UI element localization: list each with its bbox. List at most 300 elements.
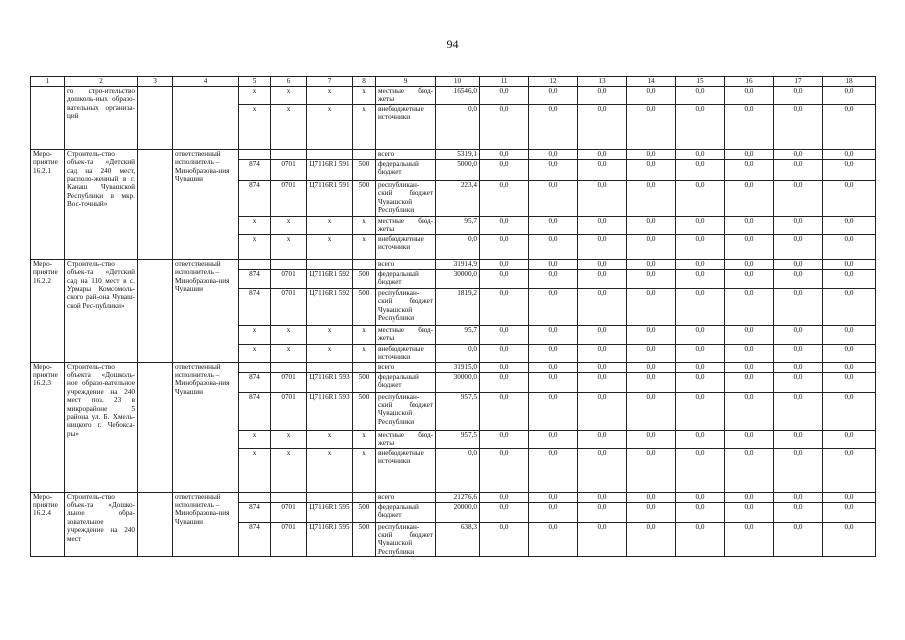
measure-name-cell: Строитель-ство объек-та «Детский сад на 110 мест в с. Урмары Комсомоль-ского рай-она Чуваш-ской Рес-публики» — [65, 259, 138, 362]
year-value-cell: 0,0 — [627, 522, 676, 557]
column-header: 8 — [353, 77, 376, 87]
year-value-cell: 0,0 — [823, 448, 876, 492]
amount-cell: 0,0 — [436, 234, 480, 259]
amount-cell: 0,0 — [436, 344, 480, 362]
code-cell-c5 — [239, 259, 271, 269]
funding-source-cell: местные бюд-жеты — [376, 325, 436, 344]
amount-cell: 95,7 — [436, 325, 480, 344]
year-value-cell: 0,0 — [725, 492, 774, 502]
funding-source-cell: внебюджетные источники — [376, 104, 436, 149]
measure-name-cell: Строитель-ство объек-та «Детский сад на 240 мест, располо-женный в г. Канаш Чувашской Республики в мкр. Вос-точный» — [65, 149, 138, 259]
year-value-cell: 0,0 — [627, 104, 676, 149]
year-value-cell: 0,0 — [480, 362, 529, 372]
year-value-cell: 0,0 — [725, 325, 774, 344]
year-value-cell: 0,0 — [774, 259, 823, 269]
empty-cell — [138, 492, 173, 557]
year-value-cell: 0,0 — [823, 149, 876, 159]
year-value-cell: 0,0 — [529, 522, 578, 557]
code-cell-c8: 500 — [353, 180, 376, 216]
code-cell-c6 — [271, 362, 307, 372]
amount-cell: 0,0 — [436, 104, 480, 149]
code-cell-c6: x — [271, 216, 307, 234]
year-value-cell: 0,0 — [578, 180, 627, 216]
year-value-cell: 0,0 — [823, 344, 876, 362]
funding-source-cell: республикан-ский бюджет Чувашской Республики — [376, 392, 436, 430]
code-cell-c7 — [307, 259, 353, 269]
code-cell-c8: x — [353, 448, 376, 492]
year-value-cell: 0,0 — [774, 180, 823, 216]
year-value-cell: 0,0 — [578, 372, 627, 392]
code-cell-c6: x — [271, 87, 307, 105]
column-header: 15 — [676, 77, 725, 87]
year-value-cell: 0,0 — [578, 362, 627, 372]
code-cell-c5: x — [239, 104, 271, 149]
executor-cell — [173, 87, 239, 150]
year-value-cell: 0,0 — [725, 430, 774, 448]
year-value-cell: 0,0 — [823, 269, 876, 288]
column-header: 16 — [725, 77, 774, 87]
year-value-cell: 0,0 — [480, 87, 529, 105]
funding-source-cell: республикан-ский бюджет Чувашской Республики — [376, 522, 436, 557]
year-value-cell: 0,0 — [774, 159, 823, 180]
code-cell-c6: 0701 — [271, 522, 307, 557]
year-value-cell: 0,0 — [529, 87, 578, 105]
code-cell-c5: 874 — [239, 288, 271, 325]
code-cell-c7: Ц7116R1 593 — [307, 392, 353, 430]
year-value-cell: 0,0 — [627, 159, 676, 180]
year-value-cell: 0,0 — [627, 492, 676, 502]
year-value-cell: 0,0 — [823, 430, 876, 448]
code-cell-c7: x — [307, 325, 353, 344]
funding-source-cell: внебюджетные источники — [376, 234, 436, 259]
empty-cell — [138, 362, 173, 492]
code-cell-c8: x — [353, 216, 376, 234]
year-value-cell: 0,0 — [774, 216, 823, 234]
year-value-cell: 0,0 — [529, 502, 578, 522]
code-cell-c8: x — [353, 87, 376, 105]
year-value-cell: 0,0 — [529, 269, 578, 288]
year-value-cell: 0,0 — [529, 392, 578, 430]
measure-number-cell: Меро-приятие 16.2.4 — [31, 492, 65, 557]
year-value-cell: 0,0 — [627, 269, 676, 288]
year-value-cell: 0,0 — [480, 492, 529, 502]
code-cell-c8: 500 — [353, 159, 376, 180]
code-cell-c7 — [307, 149, 353, 159]
column-header: 17 — [774, 77, 823, 87]
year-value-cell: 0,0 — [676, 344, 725, 362]
year-value-cell: 0,0 — [480, 502, 529, 522]
year-value-cell: 0,0 — [725, 216, 774, 234]
code-cell-c5: 874 — [239, 502, 271, 522]
code-cell-c8: x — [353, 234, 376, 259]
year-value-cell: 0,0 — [480, 234, 529, 259]
code-cell-c5: 874 — [239, 372, 271, 392]
column-header: 7 — [307, 77, 353, 87]
code-cell-c7: Ц7116R1 592 — [307, 288, 353, 325]
year-value-cell: 0,0 — [725, 87, 774, 105]
year-value-cell: 0,0 — [529, 344, 578, 362]
year-value-cell: 0,0 — [676, 234, 725, 259]
code-cell-c6 — [271, 259, 307, 269]
code-cell-c6: 0701 — [271, 180, 307, 216]
code-cell-c6 — [271, 492, 307, 502]
code-cell-c7: Ц7116R1 593 — [307, 372, 353, 392]
column-header: 14 — [627, 77, 676, 87]
year-value-cell: 0,0 — [578, 448, 627, 492]
amount-cell: 5319,1 — [436, 149, 480, 159]
year-value-cell: 0,0 — [676, 216, 725, 234]
page-number: 94 — [446, 37, 459, 51]
funding-source-cell: всего — [376, 259, 436, 269]
year-value-cell: 0,0 — [823, 180, 876, 216]
year-value-cell: 0,0 — [774, 448, 823, 492]
amount-cell: 957,5 — [436, 392, 480, 430]
year-value-cell: 0,0 — [725, 522, 774, 557]
year-value-cell: 0,0 — [725, 149, 774, 159]
code-cell-c5: x — [239, 325, 271, 344]
column-header: 5 — [239, 77, 271, 87]
code-cell-c6: 0701 — [271, 269, 307, 288]
code-cell-c7: Ц7116R1 595 — [307, 502, 353, 522]
year-value-cell: 0,0 — [774, 269, 823, 288]
code-cell-c8 — [353, 492, 376, 502]
funding-source-cell: федеральный бюджет — [376, 372, 436, 392]
executor-cell: ответственный исполнитель – Минобразова-ния Чувашии — [173, 362, 239, 492]
year-value-cell: 0,0 — [725, 234, 774, 259]
amount-cell: 223,4 — [436, 180, 480, 216]
year-value-cell: 0,0 — [627, 344, 676, 362]
amount-cell: 31915,0 — [436, 362, 480, 372]
code-cell-c6: 0701 — [271, 372, 307, 392]
code-cell-c8 — [353, 362, 376, 372]
column-header: 18 — [823, 77, 876, 87]
table-row — [31, 149, 876, 159]
funding-source-cell: федеральный бюджет — [376, 502, 436, 522]
year-value-cell: 0,0 — [774, 430, 823, 448]
measure-number-cell: Меро-приятие 16.2.3 — [31, 362, 65, 492]
code-cell-c5: 874 — [239, 392, 271, 430]
code-cell-c8: x — [353, 430, 376, 448]
code-cell-c5 — [239, 149, 271, 159]
code-cell-c6: x — [271, 448, 307, 492]
year-value-cell: 0,0 — [676, 87, 725, 105]
table-row — [31, 362, 876, 372]
year-value-cell: 0,0 — [627, 234, 676, 259]
amount-cell: 95,7 — [436, 216, 480, 234]
year-value-cell: 0,0 — [480, 372, 529, 392]
code-cell-c6: 0701 — [271, 502, 307, 522]
code-cell-c6: x — [271, 344, 307, 362]
funding-source-cell: местные бюд-жеты — [376, 216, 436, 234]
year-value-cell: 0,0 — [725, 362, 774, 372]
funding-source-cell: всего — [376, 149, 436, 159]
year-value-cell: 0,0 — [627, 392, 676, 430]
year-value-cell: 0,0 — [774, 288, 823, 325]
amount-cell: 0,0 — [436, 448, 480, 492]
year-value-cell: 0,0 — [676, 159, 725, 180]
year-value-cell: 0,0 — [578, 522, 627, 557]
year-value-cell: 0,0 — [823, 234, 876, 259]
year-value-cell: 0,0 — [529, 259, 578, 269]
measure-name-cell: Строитель-ство объекта «Дошколь-ное образо-вательное учреждение на 240 мест поз. 23 в микрорайоне 5 района ул. Б. Хмель-ницкого г. Чебокса-ры» — [65, 362, 138, 492]
code-cell-c6: x — [271, 234, 307, 259]
year-value-cell: 0,0 — [627, 502, 676, 522]
year-value-cell: 0,0 — [480, 149, 529, 159]
code-cell-c6 — [271, 149, 307, 159]
code-cell-c7 — [307, 492, 353, 502]
year-value-cell: 0,0 — [480, 448, 529, 492]
year-value-cell: 0,0 — [823, 259, 876, 269]
column-header: 6 — [271, 77, 307, 87]
code-cell-c8 — [353, 149, 376, 159]
year-value-cell: 0,0 — [676, 149, 725, 159]
year-value-cell: 0,0 — [578, 502, 627, 522]
year-value-cell: 0,0 — [676, 448, 725, 492]
code-cell-c7: x — [307, 344, 353, 362]
year-value-cell: 0,0 — [480, 180, 529, 216]
code-cell-c7: Ц7116R1 591 — [307, 180, 353, 216]
year-value-cell: 0,0 — [823, 288, 876, 325]
year-value-cell: 0,0 — [627, 259, 676, 269]
year-value-cell: 0,0 — [725, 392, 774, 430]
year-value-cell: 0,0 — [529, 325, 578, 344]
code-cell-c5: x — [239, 234, 271, 259]
column-header: 11 — [480, 77, 529, 87]
year-value-cell: 0,0 — [529, 180, 578, 216]
year-value-cell: 0,0 — [725, 344, 774, 362]
code-cell-c8: 500 — [353, 372, 376, 392]
year-value-cell: 0,0 — [627, 372, 676, 392]
year-value-cell: 0,0 — [676, 269, 725, 288]
code-cell-c5: x — [239, 87, 271, 105]
year-value-cell: 0,0 — [480, 344, 529, 362]
year-value-cell: 0,0 — [823, 372, 876, 392]
code-cell-c7: x — [307, 216, 353, 234]
funding-source-cell: федеральный бюджет — [376, 269, 436, 288]
year-value-cell: 0,0 — [480, 216, 529, 234]
empty-cell — [138, 87, 173, 150]
year-value-cell: 0,0 — [725, 502, 774, 522]
year-value-cell: 0,0 — [529, 362, 578, 372]
year-value-cell: 0,0 — [529, 104, 578, 149]
year-value-cell: 0,0 — [529, 159, 578, 180]
code-cell-c7 — [307, 362, 353, 372]
amount-cell: 16546,0 — [436, 87, 480, 105]
year-value-cell: 0,0 — [578, 344, 627, 362]
code-cell-c8: 500 — [353, 392, 376, 430]
column-header: 3 — [138, 77, 173, 87]
year-value-cell: 0,0 — [823, 502, 876, 522]
funding-source-cell: внебюджетные источники — [376, 448, 436, 492]
year-value-cell: 0,0 — [725, 448, 774, 492]
code-cell-c5: 874 — [239, 522, 271, 557]
year-value-cell: 0,0 — [774, 149, 823, 159]
amount-cell: 1819,2 — [436, 288, 480, 325]
code-cell-c8 — [353, 259, 376, 269]
amount-cell: 30000,0 — [436, 269, 480, 288]
year-value-cell: 0,0 — [627, 448, 676, 492]
year-value-cell: 0,0 — [774, 104, 823, 149]
year-value-cell: 0,0 — [676, 288, 725, 325]
code-cell-c7: x — [307, 234, 353, 259]
code-cell-c8: 500 — [353, 269, 376, 288]
year-value-cell: 0,0 — [823, 87, 876, 105]
code-cell-c8: 500 — [353, 522, 376, 557]
year-value-cell: 0,0 — [529, 234, 578, 259]
code-cell-c7: x — [307, 87, 353, 105]
code-cell-c5 — [239, 492, 271, 502]
year-value-cell: 0,0 — [676, 502, 725, 522]
year-value-cell: 0,0 — [480, 325, 529, 344]
year-value-cell: 0,0 — [480, 392, 529, 430]
amount-cell: 5000,0 — [436, 159, 480, 180]
year-value-cell: 0,0 — [480, 269, 529, 288]
table-row — [31, 259, 876, 269]
year-value-cell: 0,0 — [823, 492, 876, 502]
executor-cell: ответственный исполнитель – Минобразова-ния Чувашии — [173, 259, 239, 362]
year-value-cell: 0,0 — [676, 372, 725, 392]
year-value-cell: 0,0 — [627, 430, 676, 448]
year-value-cell: 0,0 — [823, 216, 876, 234]
year-value-cell: 0,0 — [480, 430, 529, 448]
empty-cell — [138, 259, 173, 362]
year-value-cell: 0,0 — [627, 362, 676, 372]
executor-cell: ответственный исполнитель – Минобразова-ния Чувашии — [173, 492, 239, 557]
amount-cell: 30000,0 — [436, 372, 480, 392]
year-value-cell: 0,0 — [578, 325, 627, 344]
budget-table — [30, 76, 876, 557]
year-value-cell: 0,0 — [774, 392, 823, 430]
year-value-cell: 0,0 — [578, 159, 627, 180]
code-cell-c6: x — [271, 430, 307, 448]
header-row — [31, 77, 876, 87]
year-value-cell: 0,0 — [823, 522, 876, 557]
code-cell-c6: 0701 — [271, 159, 307, 180]
code-cell-c5 — [239, 362, 271, 372]
year-value-cell: 0,0 — [823, 392, 876, 430]
code-cell-c6: 0701 — [271, 288, 307, 325]
year-value-cell: 0,0 — [823, 104, 876, 149]
code-cell-c5: x — [239, 430, 271, 448]
code-cell-c8: x — [353, 344, 376, 362]
code-cell-c7: x — [307, 430, 353, 448]
year-value-cell: 0,0 — [480, 259, 529, 269]
code-cell-c6: x — [271, 325, 307, 344]
code-cell-c6: x — [271, 104, 307, 149]
year-value-cell: 0,0 — [725, 269, 774, 288]
year-value-cell: 0,0 — [627, 87, 676, 105]
year-value-cell: 0,0 — [676, 325, 725, 344]
amount-cell: 957,5 — [436, 430, 480, 448]
year-value-cell: 0,0 — [774, 522, 823, 557]
funding-source-cell: внебюджетные источники — [376, 344, 436, 362]
year-value-cell: 0,0 — [774, 234, 823, 259]
code-cell-c8: x — [353, 104, 376, 149]
measure-name-cell: го стро-ительство дошколь-ных образо-вательных организа-ций — [65, 87, 138, 150]
table-row — [31, 492, 876, 502]
code-cell-c6: 0701 — [271, 392, 307, 430]
year-value-cell: 0,0 — [529, 288, 578, 325]
column-header: 2 — [65, 77, 138, 87]
code-cell-c8: 500 — [353, 502, 376, 522]
year-value-cell: 0,0 — [725, 372, 774, 392]
code-cell-c5: 874 — [239, 269, 271, 288]
year-value-cell: 0,0 — [627, 216, 676, 234]
year-value-cell: 0,0 — [676, 104, 725, 149]
year-value-cell: 0,0 — [774, 87, 823, 105]
empty-cell — [138, 149, 173, 259]
code-cell-c5: x — [239, 448, 271, 492]
year-value-cell: 0,0 — [676, 180, 725, 216]
year-value-cell: 0,0 — [578, 288, 627, 325]
code-cell-c5: 874 — [239, 159, 271, 180]
year-value-cell: 0,0 — [627, 288, 676, 325]
year-value-cell: 0,0 — [480, 159, 529, 180]
year-value-cell: 0,0 — [725, 104, 774, 149]
year-value-cell: 0,0 — [676, 392, 725, 430]
year-value-cell: 0,0 — [480, 104, 529, 149]
year-value-cell: 0,0 — [823, 159, 876, 180]
year-value-cell: 0,0 — [725, 259, 774, 269]
year-value-cell: 0,0 — [529, 430, 578, 448]
code-cell-c8: x — [353, 325, 376, 344]
year-value-cell: 0,0 — [725, 180, 774, 216]
code-cell-c5: x — [239, 344, 271, 362]
funding-source-cell: всего — [376, 492, 436, 502]
year-value-cell: 0,0 — [774, 502, 823, 522]
amount-cell: 638,3 — [436, 522, 480, 557]
column-header: 1 — [31, 77, 65, 87]
year-value-cell: 0,0 — [578, 104, 627, 149]
year-value-cell: 0,0 — [774, 344, 823, 362]
year-value-cell: 0,0 — [578, 269, 627, 288]
funding-source-cell: республикан-ский бюджет Чувашской Республики — [376, 288, 436, 325]
executor-cell: ответственный исполнитель – Минобразова-ния Чувашии — [173, 149, 239, 259]
column-header: 13 — [578, 77, 627, 87]
funding-source-cell: всего — [376, 362, 436, 372]
funding-source-cell: местные бюд-жеты — [376, 430, 436, 448]
year-value-cell: 0,0 — [725, 159, 774, 180]
column-header: 9 — [376, 77, 436, 87]
year-value-cell: 0,0 — [480, 288, 529, 325]
code-cell-c5: 874 — [239, 180, 271, 216]
code-cell-c7: x — [307, 104, 353, 149]
year-value-cell: 0,0 — [627, 149, 676, 159]
year-value-cell: 0,0 — [823, 362, 876, 372]
year-value-cell: 0,0 — [676, 522, 725, 557]
table-row — [31, 87, 876, 105]
year-value-cell: 0,0 — [578, 392, 627, 430]
year-value-cell: 0,0 — [627, 180, 676, 216]
year-value-cell: 0,0 — [578, 87, 627, 105]
year-value-cell: 0,0 — [774, 372, 823, 392]
year-value-cell: 0,0 — [627, 325, 676, 344]
year-value-cell: 0,0 — [529, 372, 578, 392]
year-value-cell: 0,0 — [774, 492, 823, 502]
year-value-cell: 0,0 — [774, 362, 823, 372]
measure-number-cell — [31, 87, 65, 150]
year-value-cell: 0,0 — [774, 325, 823, 344]
year-value-cell: 0,0 — [578, 259, 627, 269]
funding-source-cell: федеральный бюджет — [376, 159, 436, 180]
code-cell-c7: Ц7116R1 591 — [307, 159, 353, 180]
year-value-cell: 0,0 — [676, 430, 725, 448]
measure-name-cell: Строитель-ство объек-та «Дошко-льное обра-зовательное учреждение на 240 мест — [65, 492, 138, 557]
amount-cell: 21276,6 — [436, 492, 480, 502]
year-value-cell: 0,0 — [529, 492, 578, 502]
funding-source-cell: местные бюд-жеты — [376, 87, 436, 105]
code-cell-c7: Ц7116R1 592 — [307, 269, 353, 288]
